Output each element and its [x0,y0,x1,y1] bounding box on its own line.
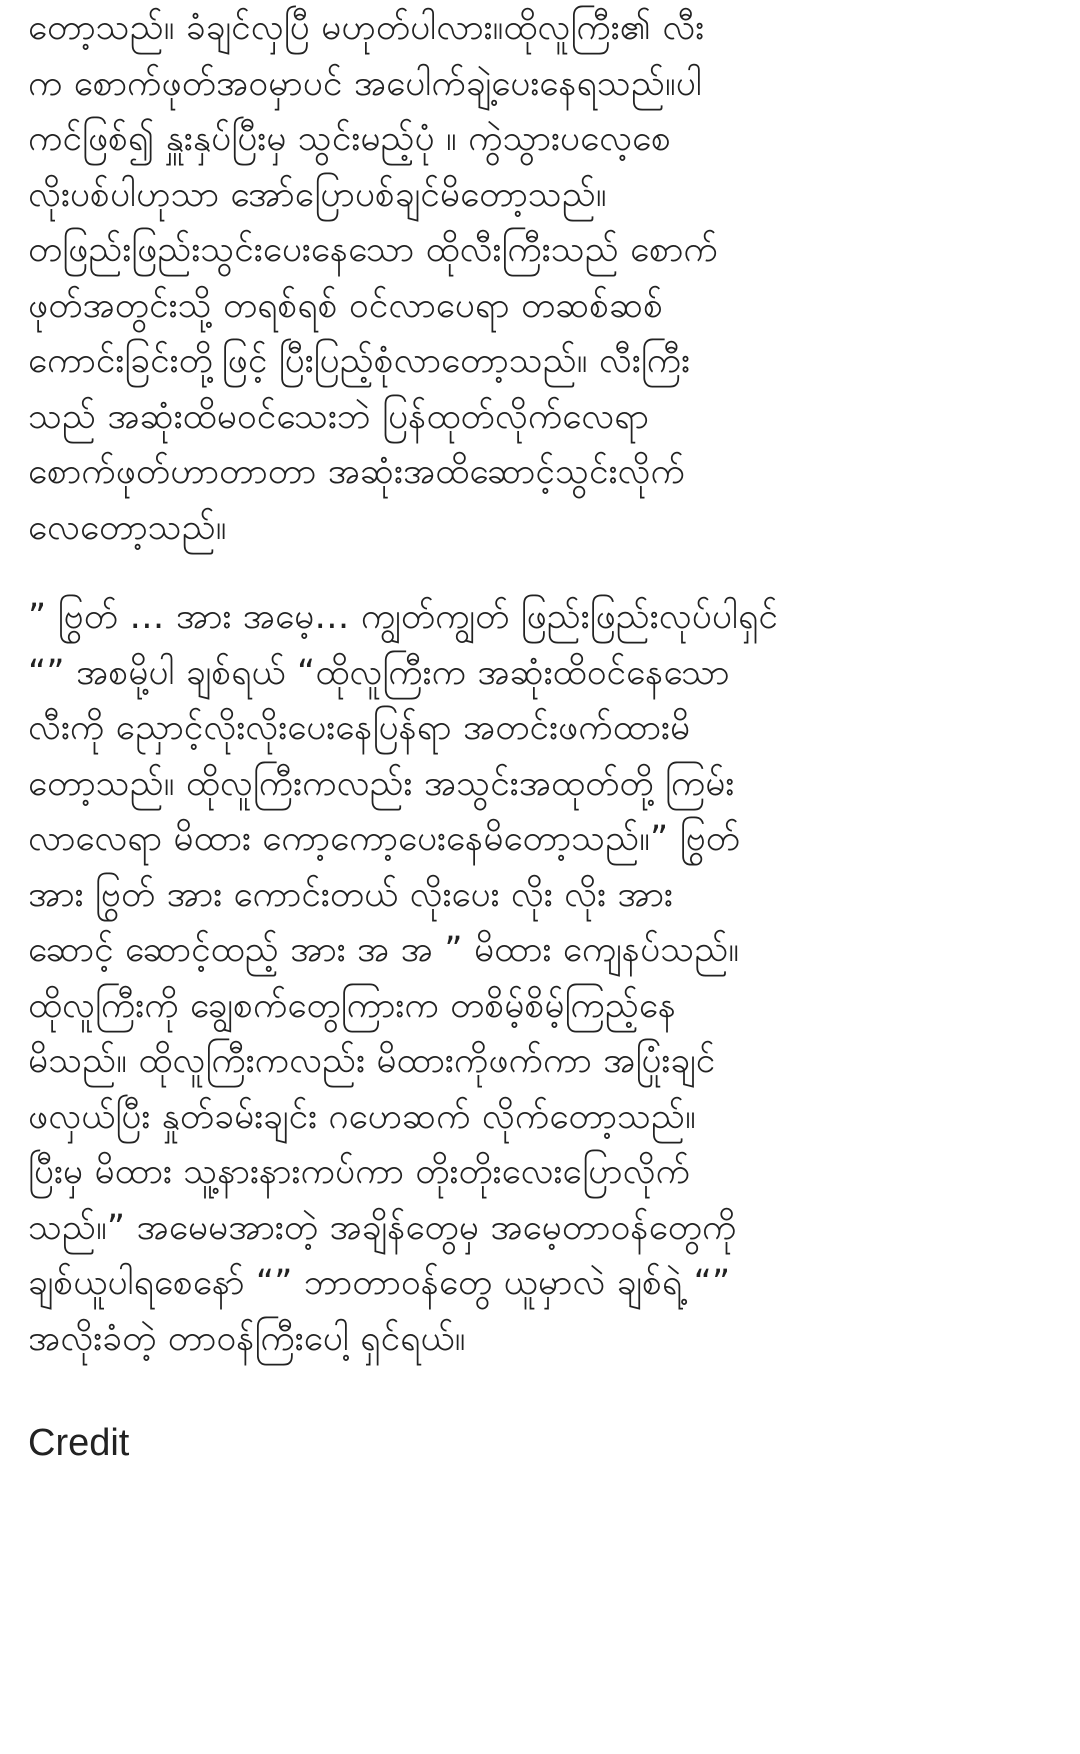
text-line: လာလေရာ မိထား ကော့ကော့ပေးနေမိတော့သည်။” ဗြွတ် [28,819,741,859]
text-line: ကင်ဖြစ်၍ နှူးနှပ်ပြီးမှ သွင်းမည့်ပုံ ။ ကွဲသွားပလေ့စေ [28,119,671,159]
text-line: လိုးပစ်ပါဟုသာ အော်ပြောပစ်ချင်မိတော့သည်။ [28,174,607,215]
text-line: လီးကို ညှောင့်လိုးလိုးပေးနေပြန်ရာ အတင်းဖက်ထားမိ [28,708,691,748]
text-line: ပြီးမှ မိထား သူ့နားနားကပ်ကာ တိုးတိုးလေးပြောလိုက် [28,1152,691,1192]
text-line: အား ဗြွတ် အား ကောင်းတယ် လိုးပေး လိုး လိုး အား [28,874,673,915]
text-line: တော့သည်။ ထိုလူကြီးကလည်း အသွင်းအထုတ်တို့ ကြမ်း [28,763,735,804]
paragraph [28,0,1058,556]
text-line: စောက်ဖုတ်ဟာတာတာ အဆုံးအထိဆောင့်သွင်းလိုက် [28,452,685,492]
paragraph [28,590,1058,1367]
text-line: ဆောင့် ဆောင့်ထည့် အား အ အ ” မိထား ကျေနပ်သည်။ [28,930,740,970]
text-line: ချစ်ယူပါရစေနော် “” ဘာတာဝန်တွေ ယူမှာလဲ ချစ်ရဲ့ “” [28,1263,731,1303]
text-line: ” ဗြွတ် … အား အမေ့… ကျွတ်ကျွတ် ဖြည်းဖြည်းလုပ်ပါရှင် [28,597,778,637]
text-line: အလိုးခံတဲ့ တာဝန်ကြီးပေါ့ ရှင်ရယ်။ [28,1318,466,1359]
text-line: သည် အဆုံးထိမဝင်သေးဘဲ ပြန်ထုတ်လိုက်လေရာ [28,396,649,437]
text-line: ထိုလူကြီးကို ချွေစက်တွေကြားက တစိမ့်စိမ့်ကြည့်နေ [28,985,677,1026]
post-body [28,0,1058,1467]
text-line: ဖုတ်အတွင်းသို့ တရစ်ရစ် ဝင်လာပေရာ တဆစ်ဆစ် [28,285,664,326]
credit-label: Credit [28,1422,130,1464]
text-line: သည်။” အမေမအားတဲ့ အချိန်တွေမှ အမေ့တာဝန်တွေကို [28,1207,737,1248]
text-line: ကောင်းခြင်းတို့ဖြင့် ပြီးပြည့်စုံလာတော့သည်။ လီးကြီး [28,341,691,381]
text-line: လေတော့သည်။ [28,507,227,548]
text-line: “” အစမို့ပါ ချစ်ရယ် “ထိုလူကြီးက အဆုံးထိဝင်နေသော [28,652,730,693]
text-line: ဖလှယ်ပြီး နှုတ်ခမ်းချင်း ဂဟေဆက် လိုက်တော့သည်။ [28,1096,696,1137]
text-line: တော့သည်။ ခံချင်လှပြီ မဟုတ်ပါလား။ထိုလူကြီး၏ လီး [28,8,705,48]
text-line: က စောက်ဖုတ်အဝမှာပင် အပေါက်ချဲ့ပေးနေရသည်။ပါ [28,63,703,104]
text-line: တဖြည်းဖြည်းသွင်းပေးနေသော ထိုလီးကြီးသည် စောက် [28,230,718,270]
text-line: မိသည်။ ထိုလူကြီးကလည်း မိထားကိုဖက်ကာ အပြုံးချင် [28,1041,716,1081]
